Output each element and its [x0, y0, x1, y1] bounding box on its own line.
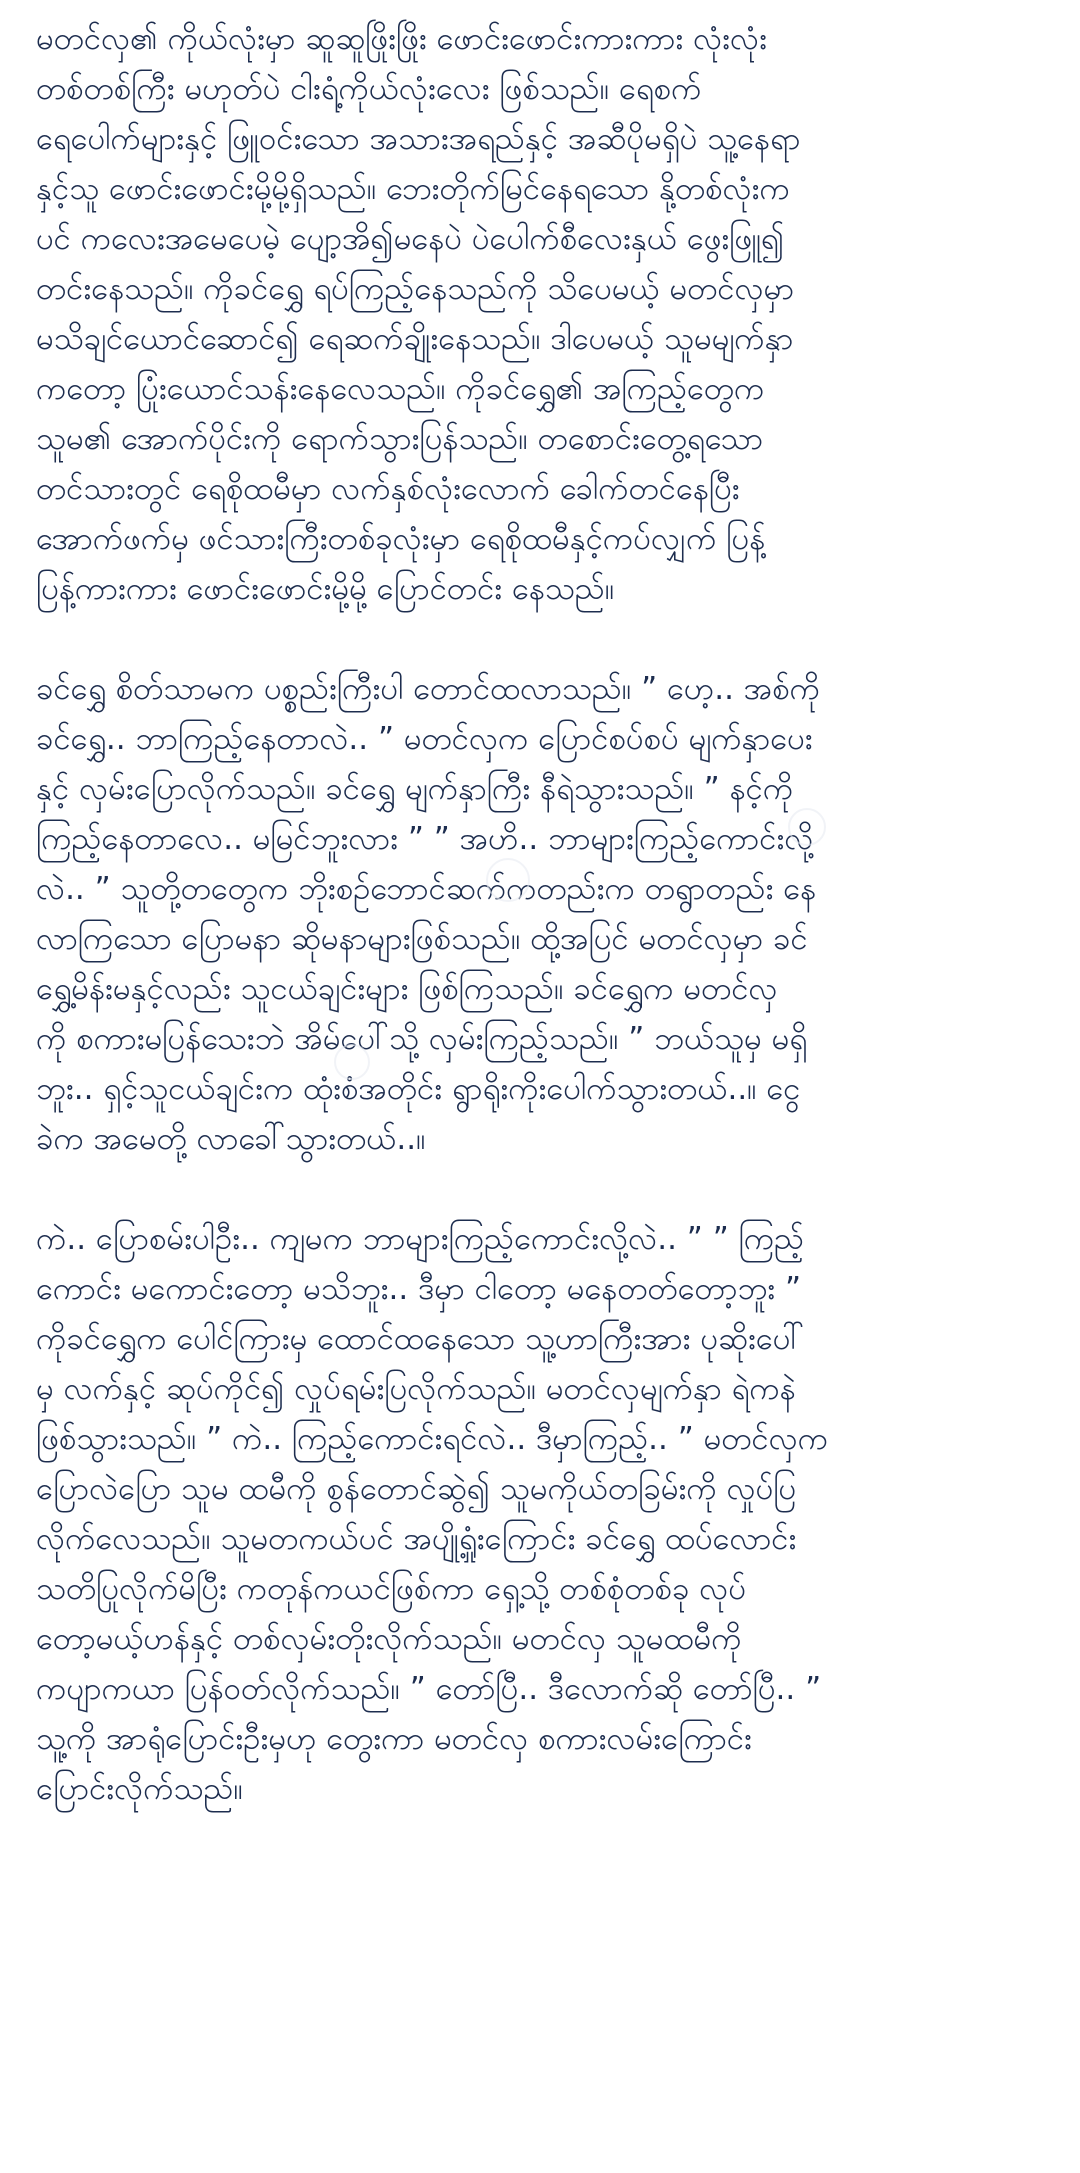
watermark-mark	[334, 1044, 370, 1080]
watermark-mark	[788, 808, 826, 846]
paragraph-1: မတင်လှ၏ ကိုယ်လုံးမှာ ဆူဆူဖြိုးဖြိုး ဖောင်းဖောင်းကားကား လုံးလုံး တစ်တစ်ကြီး မဟုတ်ပဲ ငါးရံ့ကိုယ်လုံးလေး ဖြစ်သည်။ ရေစက် ရေပေါက်များနှင့် ဖြူဝင်းသော အသားအရည်နှင့် အဆီပိုမရှိပဲ သူ့နေရာ နှင့်သူ ဖောင်းဖောင်းမို့မို့ရှိသည်။ ဘေးတိုက်မြင်နေရသော နို့တစ်လုံးက ပင် ကလေးအမေပေမဲ့ ပျော့အိ၍မနေပဲ ပဲပေါက်စီလေးနှယ် ဖွေးဖြူ၍ တင်းနေသည်။ ကိုခင်ရွှေ ရပ်ကြည့်နေသည်ကို သိပေမယ့် မတင်လှမှာ မသိချင်ယောင်ဆောင်၍ ရေဆက်ချိုးနေသည်။ ဒါပေမယ့် သူမမျက်နှာ ကတော့ ပြုံးယောင်သန်းနေလေသည်။ ကိုခင်ရွှေ၏ အကြည့်တွေက သူမ၏ အောက်ပိုင်းကို ရောက်သွားပြန်သည်။ တစောင်းတွေ့ရသော တင်သားတွင် ရေစိုထမီမှာ လက်နှစ်လုံးလောက် ခေါက်တင်နေပြီး အောက်ဖက်မှ ဖင်သားကြီးတစ်ခုလုံးမှာ ရေစိုထမီနှင့်ကပ်လျှက် ပြန့် ပြန့်ကားကား ဖောင်းဖောင်းမို့မို့ ပြောင်တင်း နေသည်။	[36, 21, 801, 607]
watermark-mark	[486, 858, 530, 902]
story-text	[36, 14, 1048, 1814]
paragraph-2: ခင်ရွှေ စိတ်သာမက ပစ္စည်းကြီးပါ တောင်ထလာသည်။ ” ဟေ့.. အစ်ကို ခင်ရွှေ.. ဘာကြည့်နေတာလဲ.. ” မတင်လှက ပြောင်စပ်စပ် မျက်နှာပေး နှင့် လှမ်းပြောလိုက်သည်။ ခင်ရွှေ မျက်နှာကြီး နီရဲသွားသည်။ ” နင့်ကို ကြည့်နေတာလေ.. မမြင်ဘူးလား ” ” အဟိ.. ဘာများကြည့်ကောင်းလို့ လဲ.. ” သူတို့တတွေက ဘိုးစဉ်ဘောင်ဆက်ကတည်းက တရွာတည်း နေ လာကြသော ပြောမနာ ဆိုမနာများဖြစ်သည်။ ထို့အပြင် မတင်လှမှာ ခင် ရွှေ့မိန်းမနှင့်လည်း သူငယ်ချင်းများ ဖြစ်ကြသည်။ ခင်ရွှေက မတင်လှ ကို စကားမပြန်သေးဘဲ အိမ်ပေါ်သို့ လှမ်းကြည့်သည်။ ” ဘယ်သူမှ မရှိ ဘူး.. ရှင့်သူငယ်ချင်းက ထုံးစံအတိုင်း ရွာရိုးကိုးပေါက်သွားတယ်..။ ငွေ ခဲက အမေတို့ လာခေါ်သွားတယ်..။	[36, 671, 821, 1157]
paragraph-3: ကဲ.. ပြောစမ်းပါဦး.. ကျမက ဘာများကြည့်ကောင်းလို့လဲ.. ” ” ကြည့် ကောင်း မကောင်းတော့ မသိဘူး.. ဒီမှာ ငါတော့ မနေတတ်တော့ဘူး ” ကိုခင်ရွှေက ပေါင်ကြားမှ ထောင်ထနေသော သူ့ဟာကြီးအား ပုဆိုးပေါ် မှ လက်နှင့် ဆုပ်ကိုင်၍ လှုပ်ရမ်းပြလိုက်သည်။ မတင်လှမျက်နှာ ရဲကနဲ ဖြစ်သွားသည်။ ” ကဲ.. ကြည့်ကောင်းရင်လဲ.. ဒီမှာကြည့်.. ” မတင်လှက ပြောလဲပြော သူမ ထမီကို စွန်တောင်ဆွဲ၍ သူမကိုယ်တခြမ်းကို လှုပ်ပြ လိုက်လေသည်။ သူမတကယ်ပင် အပျို့ရှုံးကြောင်း ခင်ရွှေ ထပ်လောင်း သတိပြုလိုက်မိပြီး ကတုန်ကယင်ဖြစ်ကာ ရှေ့သို့ တစ်စုံတစ်ခု လုပ် တော့မယ့်ဟန်နှင့် တစ်လှမ်းတိုးလိုက်သည်။ မတင်လှ သူမထမီကို ကပျာကယာ ပြန်ဝတ်လိုက်သည်။ ” တော်ပြီ.. ဒီလောက်ဆို တော်ပြီ.. ” သူ့ကို အာရုံပြောင်းဦးမှဟု တွေးကာ မတင်လှ စကားလမ်းကြောင်း ပြောင်းလိုက်သည်။	[36, 1221, 829, 1807]
